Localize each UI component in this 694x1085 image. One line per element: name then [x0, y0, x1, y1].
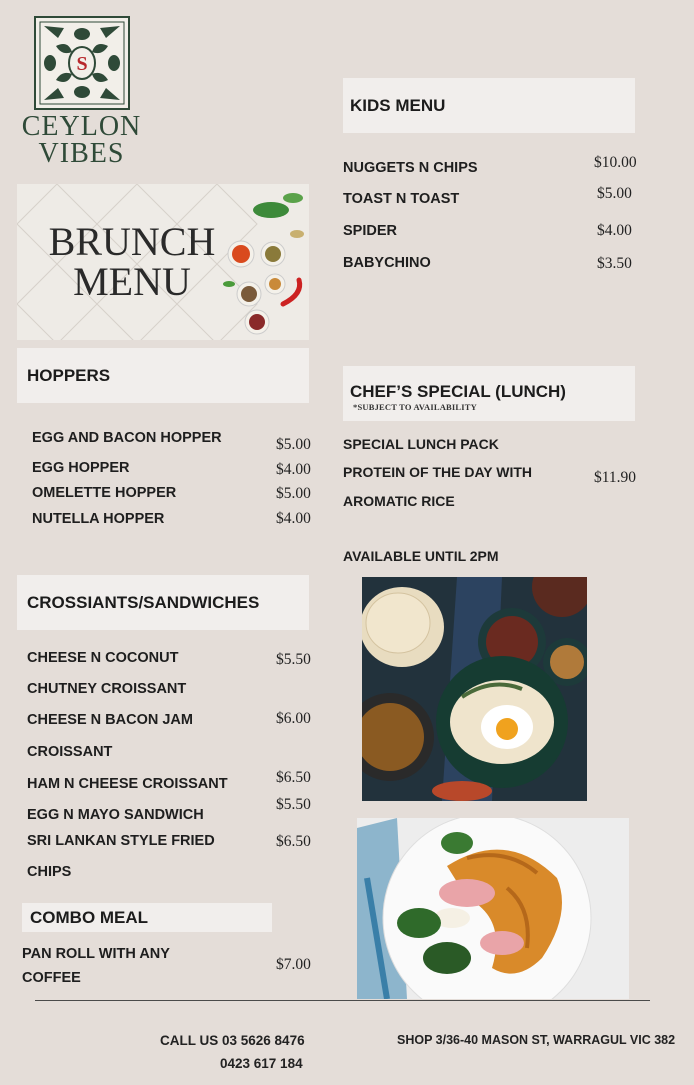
hoppers-item-name: OMELETTE HOPPER: [32, 485, 177, 501]
hoppers-item-price: $4.00: [276, 510, 311, 527]
chef-special-line: PROTEIN OF THE DAY WITH: [343, 464, 533, 480]
hoppers-item-price: $5.00: [276, 436, 311, 453]
hoppers-item-name: EGG HOPPER: [32, 460, 130, 476]
croissant-photo: [357, 818, 629, 999]
kids-item-name: NUGGETS N CHIPS: [343, 160, 478, 176]
croissants-price: $6.00: [276, 710, 311, 727]
croissants-price: $5.50: [276, 651, 311, 668]
croissants-line: HAM N CHEESE CROISSANT: [27, 776, 228, 792]
hoppers-item-price: $4.00: [276, 461, 311, 478]
footer-divider: [35, 1000, 650, 1001]
combo-line: PAN ROLL WITH ANY: [22, 946, 170, 962]
croissants-price: $6.50: [276, 769, 311, 786]
chef-special-heading: [343, 366, 635, 421]
svg-text:S: S: [76, 53, 88, 75]
croissants-line: CROISSANT: [27, 744, 113, 760]
chef-special-title: CHEF’S SPECIAL (LUNCH): [350, 382, 566, 401]
hoppers-item-price: $5.00: [276, 485, 311, 502]
kids-heading: KIDS MENU: [343, 78, 635, 133]
croissants-line: CHUTNEY CROISSANT: [27, 681, 187, 697]
kids-item-name: BABYCHINO: [343, 255, 431, 271]
banner-title-line2: MENU: [73, 259, 191, 304]
banner-title-line1: BRUNCH: [48, 219, 216, 264]
call-us-phone: CALL US 03 5626 8476: [160, 1033, 305, 1048]
brand-name-line2: VIBES: [38, 138, 125, 169]
brand-name-line1: CEYLON: [21, 111, 142, 142]
kids-item-price: $5.00: [597, 185, 632, 202]
combo-price: $7.00: [276, 956, 311, 973]
croissants-line: CHIPS: [27, 864, 72, 880]
availability-note: *SUBJECT TO AVAILABILITY: [353, 402, 478, 412]
chef-special-line: SPECIAL LUNCH PACK: [343, 436, 499, 452]
combo-heading: COMBO MEAL: [22, 903, 272, 932]
kids-item-price: $3.50: [597, 255, 632, 272]
croissants-line: EGG N MAYO SANDWICH: [27, 807, 204, 823]
brunch-menu-banner: [17, 184, 309, 340]
chef-special-price: $11.90: [594, 469, 637, 486]
kids-item-name: SPIDER: [343, 223, 397, 239]
croissants-line: CHEESE N BACON JAM: [27, 712, 193, 728]
hoppers-item-name: EGG AND BACON HOPPER: [32, 430, 222, 446]
hoppers-heading: HOPPERS: [17, 348, 309, 403]
hoppers-curry-photo: [362, 577, 587, 801]
brand-logo: [14, 14, 149, 169]
spices-illustration-icon: [213, 184, 309, 340]
croissants-line: CHEESE N COCONUT: [27, 650, 179, 666]
ornament-emblem-icon: [34, 16, 130, 110]
croissant-plate-icon: [357, 818, 629, 999]
kids-item-price: $10.00: [594, 154, 637, 171]
chef-special-line: AROMATIC RICE: [343, 493, 455, 509]
combo-line: COFFEE: [22, 970, 81, 986]
hoppers-plate-icon: [362, 577, 587, 801]
croissants-line: SRI LANKAN STYLE FRIED: [27, 833, 215, 849]
croissants-price: $5.50: [276, 796, 311, 813]
hoppers-item-name: NUTELLA HOPPER: [32, 511, 165, 527]
croissants-price: $6.50: [276, 833, 311, 850]
available-until: AVAILABLE UNTIL 2PM: [343, 548, 499, 564]
kids-item-price: $4.00: [597, 222, 632, 239]
kids-item-name: TOAST N TOAST: [343, 191, 460, 207]
croissants-heading: CROSSIANTS/SANDWICHES: [17, 575, 309, 630]
shop-address: SHOP 3/36-40 MASON ST, WARRAGUL VIC 382: [397, 1033, 676, 1047]
mobile-phone: 0423 617 184: [220, 1056, 303, 1071]
